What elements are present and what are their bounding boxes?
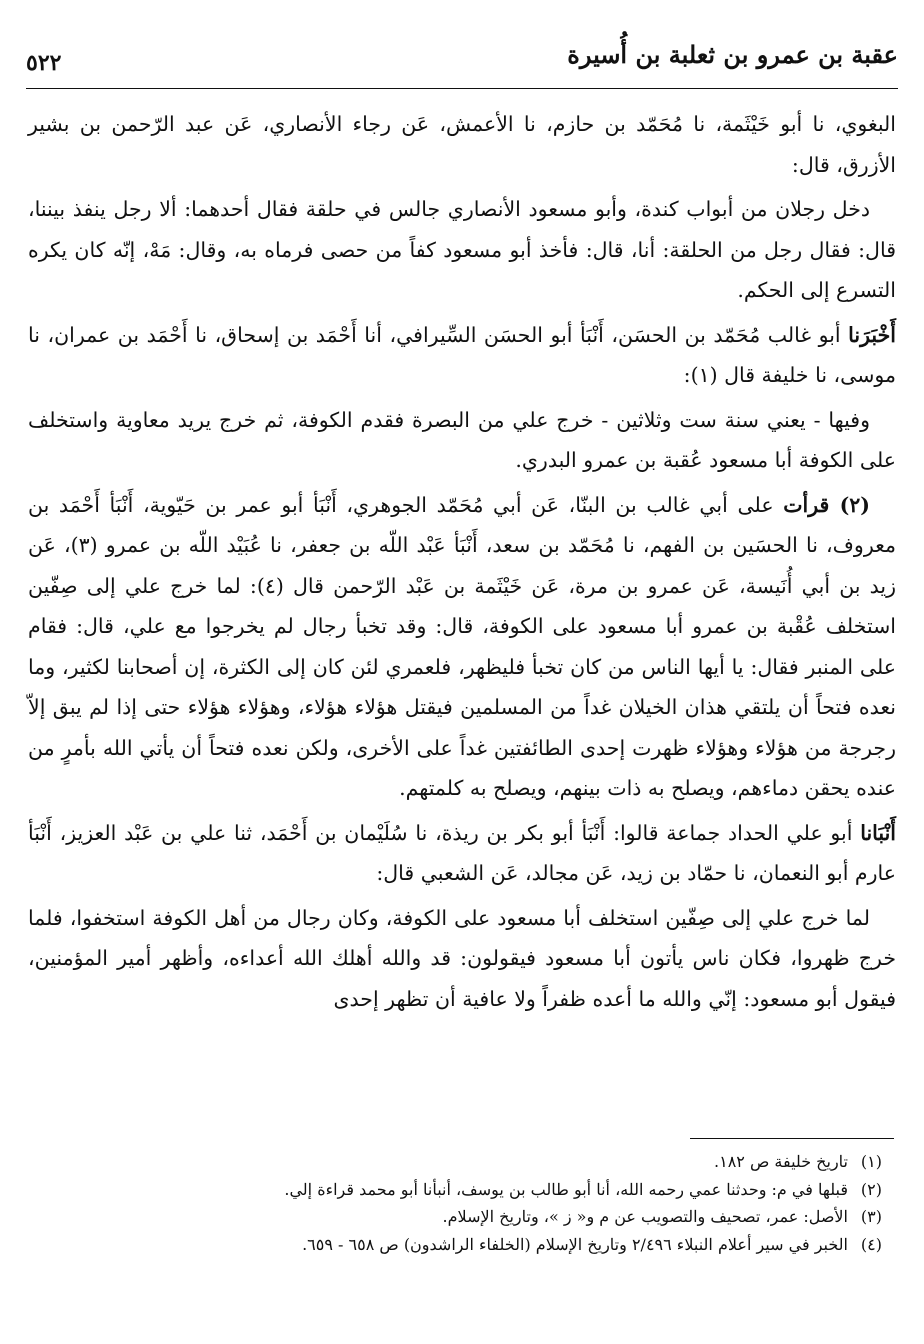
footnote-number: (٢) xyxy=(860,1179,882,1199)
paragraph-text: وفيها - يعني سنة ست وثلاثين - خرج علي من البصرة فقدم الكوفة، ثم خرج يريد معاوية واستخلف على الكوفة أبا مسعود عُقبة بن عمرو البدري. xyxy=(28,407,896,472)
running-title: عقبة بن عمرو بن ثعلبة بن أُسيرة xyxy=(567,40,898,69)
paragraph-4 xyxy=(28,400,896,481)
paragraph-2 xyxy=(28,189,896,311)
footnote-1 xyxy=(30,1148,882,1176)
paragraph-lead: أَخْبَرَنا xyxy=(848,322,896,347)
paragraph-text: أبو غالب مُحَمّد بن الحسَن، أَنْبَأ أبو الحسَن السِّيرافي، أنا أَحْمَد بن إسحاق، نا أَحْمَد بن عمران، نا موسى، نا خليفة قال (١): xyxy=(28,322,896,387)
paragraph-text: أبو علي الحداد جماعة قالوا: أَنْبَأ أبو بكر بن ريذة، نا سُلَيْمان بن أَحْمَد، ثنا علي بن عَبْد العزيز، أَنْبَأ عارم أبو النعمان، نا حمّاد بن زيد، عَن مجالد، عَن الشعبي قال: xyxy=(28,820,896,885)
footnote-text: الأصل: عمر، تصحيف والتصويب عن م و« ز »، وتاريخ الإسلام. xyxy=(442,1207,848,1226)
footnote-number: (٣) xyxy=(860,1207,882,1226)
footnote-text: قبلها في م: وحدثنا عمي رحمه الله، أنا أبو طالب بن يوسف، أنبأنا أبو محمد قراءة إلي. xyxy=(284,1179,848,1199)
footnote-text: تاريخ خليفة ص ١٨٢. xyxy=(714,1152,848,1171)
paragraph-lead: أَنْبَانا xyxy=(860,820,896,845)
paragraph-lead: (٢) قرأت xyxy=(783,492,870,517)
page-header xyxy=(26,40,898,90)
paragraph-3 xyxy=(28,315,896,396)
paragraph-5 xyxy=(28,485,896,809)
page-number: ٥٢٢ xyxy=(26,50,62,76)
footnote-2 xyxy=(30,1176,882,1204)
paragraph-7 xyxy=(28,898,896,1020)
footnote-number: (٤) xyxy=(860,1234,882,1254)
footnote-divider xyxy=(690,1138,894,1139)
footnote-text: الخبر في سير أعلام النبلاء ٢/٤٩٦ وتاريخ الإسلام (الخلفاء الراشدون) ص ٦٥٨ - ٦٥٩. xyxy=(302,1234,848,1254)
footnote-3 xyxy=(30,1203,882,1231)
paragraph-1 xyxy=(28,104,896,185)
paragraph-text: البغوي، نا أبو خَيْثَمة، نا مُحَمّد بن حازم، نا الأعمش، عَن رجاء الأنصاري، عَن عبد الرّحمن بن بشير الأزرق، قال: xyxy=(28,112,896,177)
footnote-number: (١) xyxy=(860,1152,882,1171)
paragraph-text: لما خرج علي إلى صِفّين استخلف أبا مسعود على الكوفة، وكان رجال من أهل الكوفة استخفوا، فلما خرج ظهروا، فكان ناس يأتون أبا مسعود فيقولون: قد والله أهلك الله أعداءه، وأظهر أمير المؤمنين، فيقول أبو مسعود: إنّي والله ما أعده ظفراً ولا عافية أن تظهر إحدى xyxy=(28,905,896,1011)
header-divider xyxy=(26,88,898,89)
footnotes xyxy=(30,1148,882,1258)
footnote-4 xyxy=(30,1231,882,1259)
main-text xyxy=(28,104,896,1023)
paragraph-text: على أبي غالب بن البنّا، عَن أبي مُحَمّد الجوهري، أَنْبَأ أبو عمر بن حَيّوية، أَنْبَأ أَحْمَد بن معروف، نا الحسَين بن الفهم، نا مُحَمّد بن سعد، أَنْبَأ عَبْد اللّه بن جعفر، نا عُبَيْد اللّه بن عمرو (٣)، عَن زيد بن أبي أُنَيسة، عَن عمرو بن مرة، عَن خَيْثَمة بن عَبْد الرّحمن قال (٤): لما خرج علي إلى صِفّين استخلف عُقْبة بن عمرو أبا مسعود على الكوفة، قال: وقد تخبأ رجال لم يخرجوا مع علي، قال: فقام على المنبر فقال: يا أيها الناس من كان تخبأ فليظهر، فلعمري لئن كان إلى الكثرة، إن أصحابنا لكثير، وما نعده فتحاً أن يلتقي هذان الخيلان غداً من المسلمين فيقتل هؤلاء هؤلاء، وهؤلاء هؤلاء حتى إذا لم يبق إلاّ رجرجة من هؤلاء وهؤلاء ظهرت إحدى الطائفتين غداً على الأخرى، ولكن نعده فتحاً أن يأتي الله بأمرٍ من عنده يحقن دماءهم، ويصلح به ذات بينهم، ويصلح به كلمتهم. xyxy=(28,492,897,800)
paragraph-text: دخل رجلان من أبواب كندة، وأبو مسعود الأنصاري جالس في حلقة فقال أحدهما: ألا رجل ينفذ بيننا، قال: فقال رجل من الحلقة: أنا، قال: فأخذ أبو مسعود كفاً من حصى فرماه به، وقال: مَهْ، إنّه كان يكره التسرع إلى الحكم. xyxy=(28,197,896,302)
paragraph-6 xyxy=(28,813,896,894)
